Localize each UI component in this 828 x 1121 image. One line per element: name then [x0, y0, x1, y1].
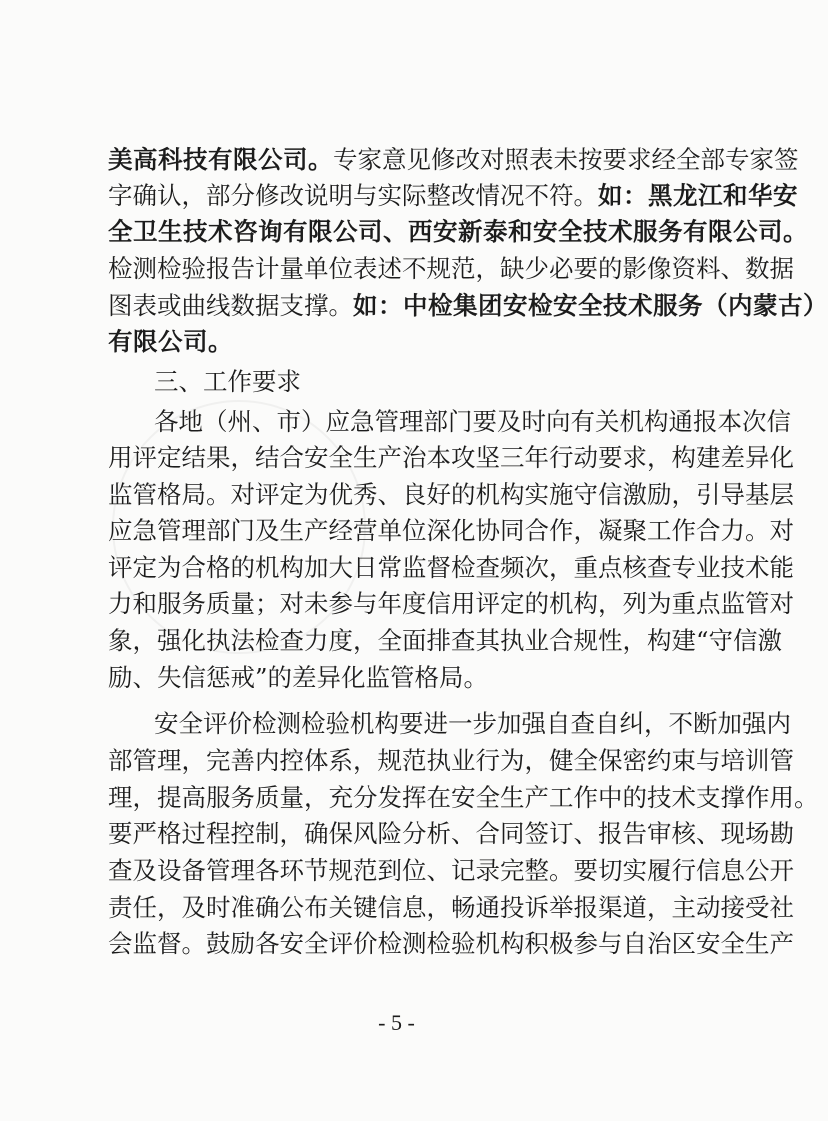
text-line: 会监督。鼓励各安全评价检测检验机构积极参与自治区安全生产: [108, 929, 794, 958]
text-line: 力和服务质量；对未参与年度信用评定的机构，列为重点监管对: [108, 589, 794, 618]
text-line: [108, 214, 808, 250]
page-number: - 5 -: [378, 1010, 415, 1035]
text-line: 象，强化执法检查力度，全面排查其执业合规性，构建“守信激: [108, 626, 783, 655]
text-line: [108, 251, 794, 287]
text-line: [108, 288, 828, 324]
text-line: [108, 324, 692, 360]
text-line: [108, 142, 799, 178]
text-run: 检测检验报告计量单位表述不规范，缺少必要的影像资料、数据: [108, 254, 794, 283]
bold-text: 如：中检集团安检安全技术服务（内蒙古）: [353, 291, 828, 320]
text-run: 字确认，部分修改说明与实际整改情况不符。: [108, 181, 598, 210]
text-line: 安全评价检测检验机构要进一步加强自查自纠，不断加强内: [154, 709, 791, 738]
text-line: 评定为合格的机构加大日常监督检查频次，重点核查专业技术能: [108, 553, 794, 582]
section-heading: 三、工作要求: [154, 367, 301, 396]
bold-text: 美高科技有限公司。: [108, 145, 333, 174]
text-line: 要严格过程控制，确保风险分析、合同签订、报告审核、现场勘: [108, 819, 794, 848]
text-run: 专家意见修改对照表未按要求经全部专家签: [333, 145, 799, 174]
text-line: 部管理，完善内控体系，规范执业行为，健全保密约束与培训管: [108, 746, 794, 775]
bold-text: 如：黑龙江和华安: [598, 181, 798, 210]
text-line: 理，提高服务质量，充分发挥在安全生产工作中的技术支撑作用。: [108, 783, 819, 812]
text-run: 图表或曲线数据支撑。: [108, 291, 353, 320]
text-line: 各地（州、市）应急管理部门要及时向有关机构通报本次信: [154, 407, 791, 436]
text-line: [108, 178, 798, 214]
text-line: 监管格局。对评定为优秀、良好的机构实施守信激励，引导基层: [108, 480, 794, 509]
bold-text: 有限公司。: [108, 327, 233, 356]
text-line: 用评定结果，结合安全生产治本攻坚三年行动要求，构建差异化: [108, 443, 794, 472]
text-line: 应急管理部门及生产经营单位深化协同合作，凝聚工作合力。对: [108, 516, 794, 545]
text-line: 查及设备管理各环节规范到位、记录完整。要切实履行信息公开: [108, 856, 794, 885]
text-line: 责任，及时准确公布关键信息，畅通投诉举报渠道，主动接受社: [108, 893, 794, 922]
text-line: 励、失信惩戒”的差异化监管格局。: [108, 663, 489, 692]
bold-text: 全卫生技术咨询有限公司、西安新泰和安全技术服务有限公司。: [108, 217, 808, 246]
